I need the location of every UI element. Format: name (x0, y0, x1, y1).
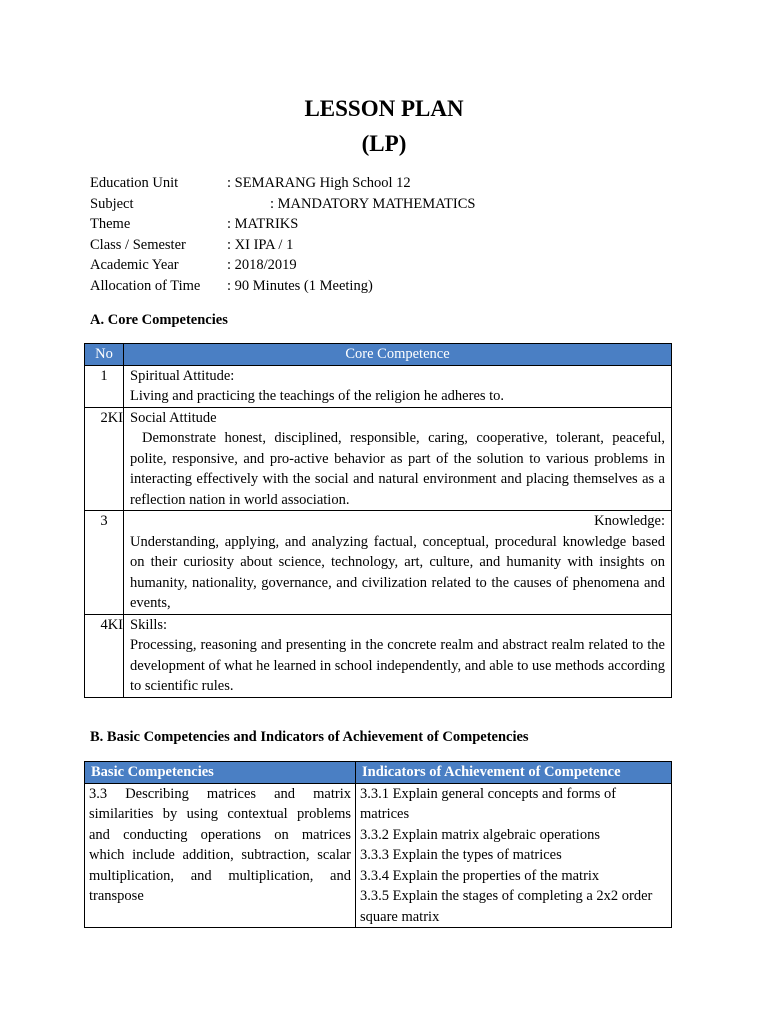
row-number: 2KI (85, 407, 124, 511)
core-competencies-table (84, 343, 672, 698)
table-row (85, 365, 672, 407)
indicator-item: 3.3.1 Explain general concepts and forms of matrices (360, 785, 617, 822)
row-body: Living and practicing the teachings of the religion he adheres to. (130, 388, 505, 404)
section-b-heading: B. Basic Competencies and Indicators of Achievement of Competencies (90, 729, 529, 745)
col-header-no: No (85, 344, 124, 366)
row-title: Social Attitude (130, 409, 217, 426)
info-value: : SEMARANG High School 12 (227, 175, 411, 191)
section-a-heading: A. Core Competencies (90, 312, 228, 328)
document-subtitle: (LP) (361, 131, 407, 156)
info-label: Education Unit (90, 175, 179, 191)
table-row (85, 407, 672, 511)
row-content (124, 365, 672, 407)
info-value: : MANDATORY MATHEMATICS (270, 195, 476, 212)
indicator-item: 3.3.5 Explain the stages of completing a 2x2 order square matrix (360, 888, 653, 925)
row-number: 3 (85, 511, 124, 615)
table-row (85, 614, 672, 697)
row-body: Understanding, applying, and analyzing factual, conceptual, procedural knowledge based on their curiosity about science, technology, art, culture, and humanity with insights on humanity, nationality, governance, and civilization related to the causes of phenomena and events, (130, 533, 665, 611)
document-title: LESSON PLAN (304, 96, 464, 121)
row-body: Processing, reasoning and presenting in the concrete realm and abstract realm related to the development of what he learned in school independently, and able to use methods according to scientific rules. (130, 637, 665, 694)
row-content (124, 614, 672, 697)
indicator-item: 3.3.4 Explain the properties of the matrix (360, 867, 600, 884)
row-title: Spiritual Attitude: (130, 367, 235, 384)
info-label: Allocation of Time (90, 277, 201, 294)
table-header-row (85, 762, 672, 784)
info-label: Theme (90, 216, 131, 232)
row-number: 1 (85, 365, 124, 407)
info-value: : XI IPA / 1 (227, 236, 294, 253)
col-header-core-competence: Core Competence (124, 344, 672, 366)
info-label: Academic Year (90, 257, 179, 273)
table-row (85, 783, 672, 928)
col-header-indicators: Indicators of Achievement of Competence (356, 762, 672, 784)
basic-competencies-table (84, 761, 672, 928)
row-title: Knowledge: (594, 513, 665, 529)
row-number: 4KI (85, 614, 124, 697)
row-body: Demonstrate honest, disciplined, responsible, caring, cooperative, tolerant, peaceful, polite, responsive, and pro-active behavior as part of the solution to various problems in interacting effectively with the social and natural environment and placing themselves as a reflection nation in world association. (130, 430, 665, 508)
info-value: : MATRIKS (227, 216, 299, 232)
row-content (124, 511, 672, 615)
indicators-list (356, 783, 672, 928)
info-value: : 90 Minutes (1 Meeting) (227, 277, 373, 294)
info-value: : 2018/2019 (227, 257, 297, 273)
basic-competency-text: 3.3 Describing matrices and matrix similarities by using contextual problems and conducting operations on matrices which include addition, subtraction, scalar multiplication, and multiplication, and transpose (85, 783, 356, 928)
row-content (124, 407, 672, 511)
col-header-basic-competencies: Basic Competencies (85, 762, 356, 784)
table-row (85, 511, 672, 615)
row-title: Skills: (130, 616, 168, 633)
indicator-item: 3.3.3 Explain the types of matrices (360, 847, 562, 863)
indicator-item: 3.3.2 Explain matrix algebraic operations (360, 826, 600, 843)
table-header-row (85, 344, 672, 366)
info-label: Subject (90, 195, 134, 212)
info-label: Class / Semester (90, 236, 186, 253)
